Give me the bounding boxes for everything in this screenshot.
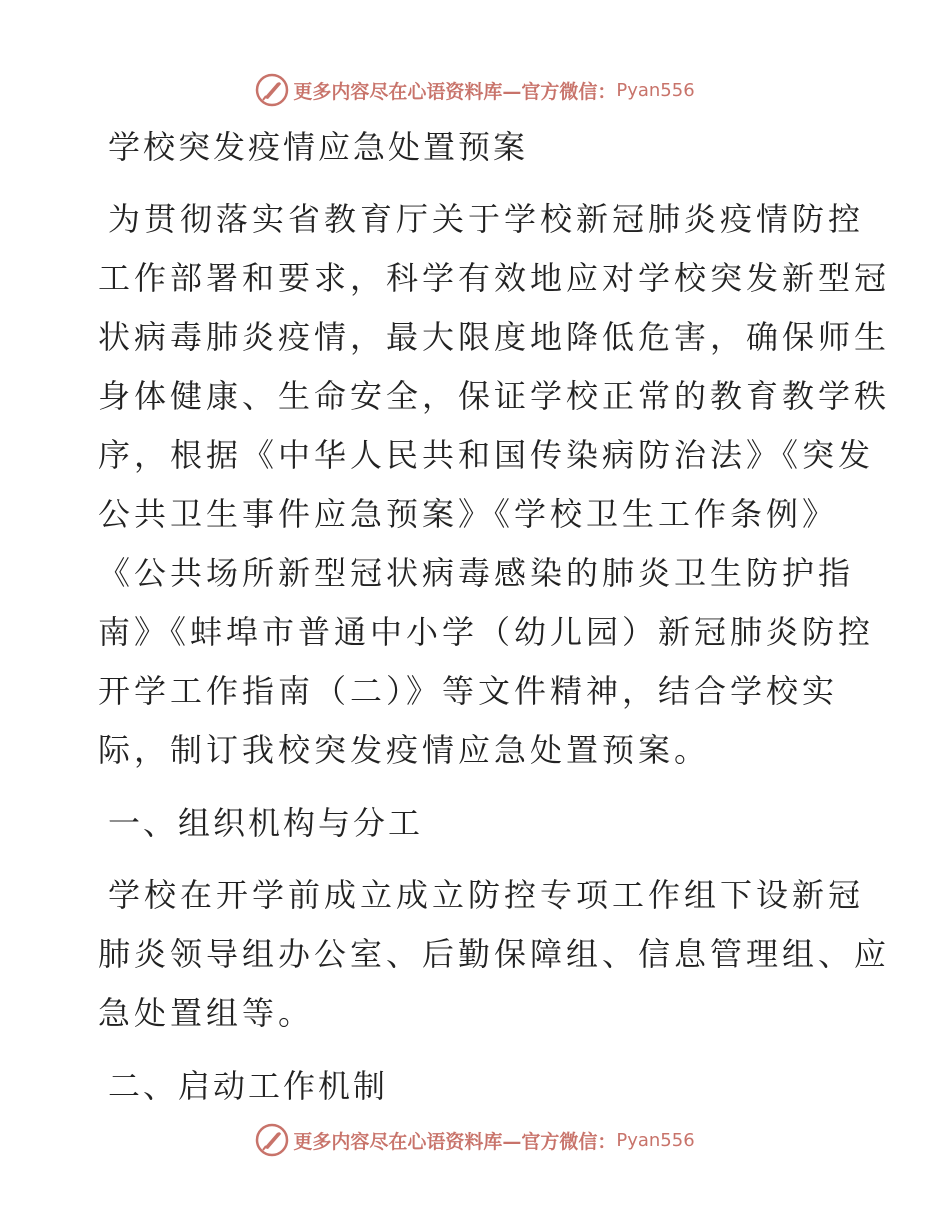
- paragraph-line: 公共卫生事件应急预案》《学校卫生工作条例》: [98, 495, 839, 533]
- wechat-id: Pyan556: [616, 79, 695, 101]
- document-body: [98, 120, 891, 1113]
- watermark-text: 更多内容尽在心语资料库—官方微信：: [293, 80, 617, 103]
- footer-watermark-banner: [0, 1120, 950, 1160]
- paragraph-line: 《公共场所新型冠状病毒感染的肺炎卫生防护指: [98, 554, 855, 592]
- paragraph-line: 开学工作指南（二）》等文件精神，结合学校实: [98, 672, 839, 710]
- quill-pen-logo-icon: [255, 1123, 289, 1157]
- header-watermark-banner: [0, 70, 950, 110]
- section-heading-mechanism: 二、启动工作机制: [108, 1067, 389, 1105]
- organization-paragraph: [98, 866, 891, 1043]
- section-heading-organization: 一、组织机构与分工: [108, 804, 424, 842]
- paragraph-line: 身体健康、生命安全，保证学校正常的教育教学秩: [98, 377, 891, 415]
- wechat-id: Pyan556: [616, 1129, 695, 1151]
- paragraph-line: 状病毒肺炎疫情，最大限度地降低危害，确保师生: [98, 318, 891, 356]
- quill-pen-logo-icon: [255, 73, 289, 107]
- intro-paragraph: [98, 190, 891, 780]
- paragraph-line: 工作部署和要求，科学有效地应对学校突发新型冠: [98, 259, 891, 297]
- paragraph-line: 肺炎领导组办公室、后勤保障组、信息管理组、应: [98, 935, 891, 973]
- paragraph-line: 南》《蚌埠市普通中小学（幼儿园）新冠肺炎防控: [98, 613, 875, 651]
- paragraph-line: 际，制订我校突发疫情应急处置预案。: [98, 731, 711, 769]
- paragraph-line: 学校在开学前成立成立防控专项工作组下设新冠: [108, 876, 865, 914]
- paragraph-line: 序，根据《中华人民共和国传染病防治法》《突发: [98, 436, 875, 474]
- paragraph-line: 为贯彻落实省教育厅关于学校新冠肺炎疫情防控: [108, 200, 865, 238]
- paragraph-line: 急处置组等。: [98, 994, 315, 1032]
- document-title: 学校突发疫情应急处置预案: [108, 128, 529, 166]
- watermark-text: 更多内容尽在心语资料库—官方微信：: [293, 1130, 617, 1153]
